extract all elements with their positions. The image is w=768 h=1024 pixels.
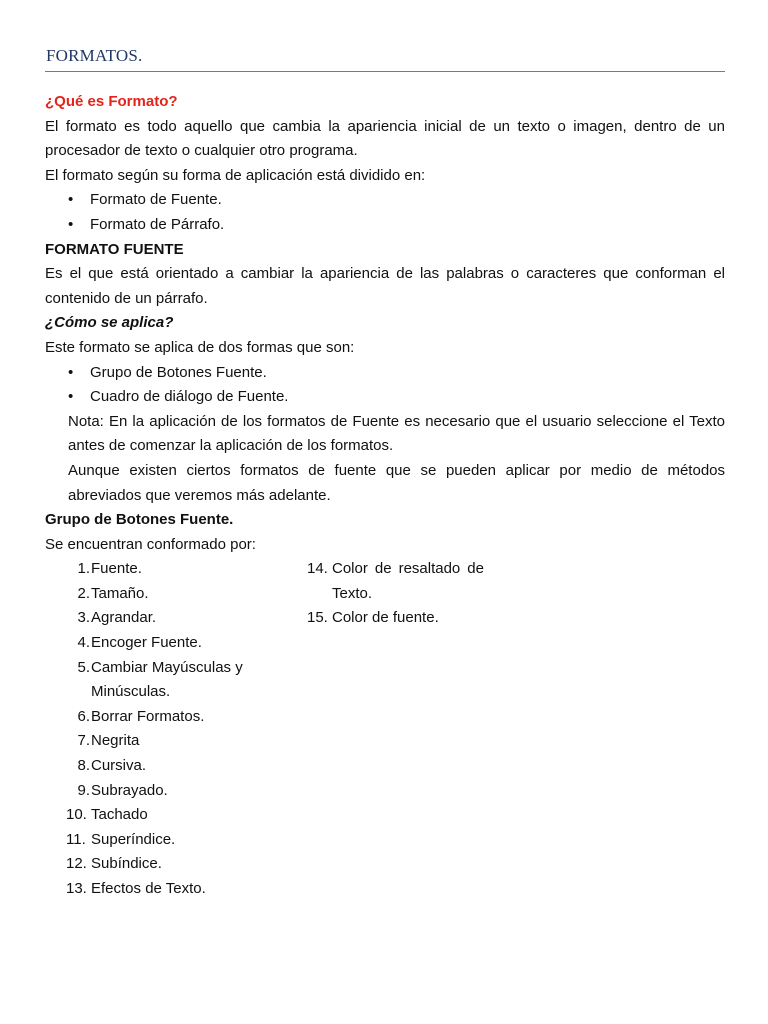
numbered-list-left [66,557,266,901]
list-item [66,606,266,631]
list-item [307,557,487,606]
note-paragraph: Nota: En la aplicación de los formatos de Fuente es necesario que el usuario seleccione el Texto antes de comenzar la aplicación de los formatos. [68,412,725,455]
list-item [66,779,266,804]
paragraph-fuente-description: Es el que está orientado a cambiar la apariencia de las palabras o caracteres que conforman el contenido de un párrafo. [45,265,725,307]
list-text: Cambiar Mayúsculas y Minúsculas. [91,658,243,701]
list-item [66,631,266,656]
list-text: Borrar Formatos. [91,707,205,725]
paragraph-conformado: Se encuentran conformado por: [45,535,256,553]
list-text: Encoger Fuente. [91,634,202,652]
document-body [45,90,725,899]
title-divider [45,71,725,72]
list-item: • Formato de Fuente. [45,188,725,213]
list-number: 13. [66,880,87,897]
list-item: • Formato de Párrafo. [45,213,725,238]
question-heading-como: ¿Cómo se aplica? [45,314,174,332]
numbered-list-right [307,557,487,631]
list-text: Color de resaltado de Texto. [332,560,484,602]
list-text: Efectos de Texto. [91,880,206,897]
list-text: Cursiva. [91,757,147,775]
question-heading-formato: ¿Qué es Formato? [45,93,178,110]
list-text: Tamaño. [91,584,149,602]
list-number: 4. [77,634,90,652]
list-item [66,656,266,705]
section-heading-formato-fuente: FORMATO FUENTE [45,240,184,258]
page-title: FORMATOS. [46,46,143,65]
list-number: 8. [77,757,90,775]
list-number: 10. [66,806,87,824]
list-number: 14. [307,560,328,578]
list-text: Subrayado. [91,781,168,799]
list-text: Tachado [91,806,148,824]
list-number: 3. [77,609,90,627]
list-item [66,852,266,877]
list-item [307,606,487,631]
list-item [66,705,266,730]
list-number: 7. [77,732,90,750]
list-number: 5. [77,658,90,676]
list-number: 2. [77,584,90,602]
list-item: • Grupo de Botones Fuente. [45,361,725,386]
bullet-list-types [45,188,725,237]
list-number: 9. [77,781,90,799]
list-text: Negrita [91,732,140,750]
list-item [66,729,266,754]
list-item [66,582,266,607]
paragraph-definition: El formato es todo aquello que cambia la apariencia inicial de un texto o imagen, dentro de un procesador de texto o cualquier otro programa. [45,117,725,160]
list-number: 6. [77,707,90,725]
list-number: 11. [66,830,86,848]
list-number: 1. [77,560,90,578]
note-paragraph-2: Aunque existen ciertos formatos de fuente que se pueden aplicar por medio de métodos abreviados que veremos más adelante. [68,461,725,504]
list-number: 15. [307,609,328,627]
list-item [66,828,266,853]
section-heading-grupo-botones: Grupo de Botones Fuente. [45,511,234,529]
list-item [66,557,266,582]
paragraph-division: El formato según su forma de aplicación está dividido en: [45,166,426,184]
list-text: Fuente. [91,560,142,578]
numbered-list-columns [45,557,725,899]
list-item: • Cuadro de diálogo de Fuente. [45,385,725,410]
list-item [66,754,266,779]
list-item [66,877,266,902]
list-number: 12. [66,855,87,873]
list-item [66,803,266,828]
list-text: Color de fuente. [332,609,439,627]
paragraph-dos-formas: Este formato se aplica de dos formas que son: [45,338,355,356]
bullet-list-forms [45,361,725,410]
list-text: Subíndice. [91,855,162,873]
list-text: Agrandar. [91,609,157,627]
list-text: Superíndice. [91,830,176,848]
